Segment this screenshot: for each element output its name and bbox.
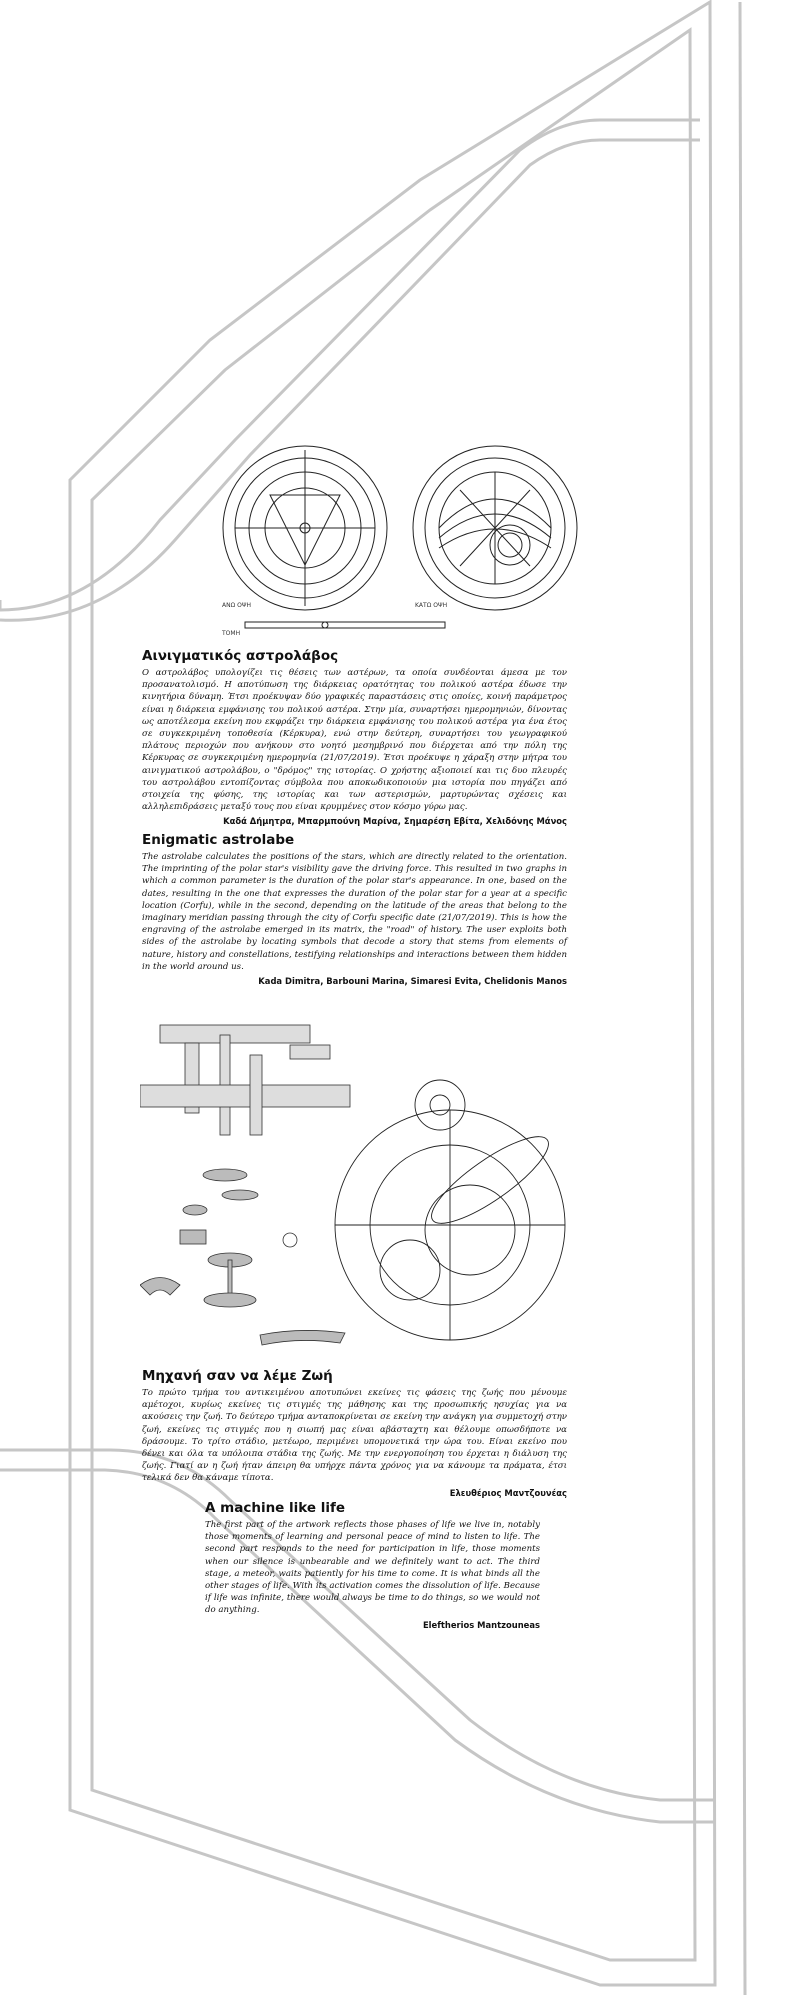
machine-english-body: The first part of the artwork reflects those phases of life we live in, notably those moments of learning and personal peace of mind to listen to life. The second part responds to the need for participation in life, those moments when our silence is unbearable and we definitely want to act. The third stage, a meteor, waits patiently for his time to come. It is what binds all the other stages of life. With its activation comes the dissolution of life. Because if life was infinite, there would always be time to do things, so we would not do anything. <box>205 1520 540 1616</box>
machine-greek-author: Ελευθέριος Μαντζουνέας <box>449 1487 567 1498</box>
astrolabe-english-section <box>142 832 567 986</box>
caption-front-view: ΑΝΩ ΟΨΗ <box>222 602 252 609</box>
frame-right-vertical <box>740 2 745 1995</box>
astrolabe-english-title: Enigmatic astrolabe <box>142 832 295 848</box>
astrolabe-greek-body: Ο αστρολάβος υπολογίζει τις θέσεις των αστέρων, τα οποία συνδέονται άμεσα με τον προσανατολισμό. Η αποτύπωση της διάρκειας ορατότητας του πολικού αστέρα έδωσε την κινητήρια δύναμη. Έτσι προέκυψαν δύο γραφικές παραστάσεις στις οποίες, κοινή παράμετρος είναι η διάρκεια εμφάνισης του πολικού αστέρα. Στην μία, συναρτήσει ημερομηνιών, δίνοντας ως αποτέλεσμα εκείνη που εκφράζει την διάρκεια εμφάνισης του πολικού αστέρα για ένα έτος σε συγκεκριμένη τοποθεσία (Κέρκυρα), ενώ στην δεύτερη, συναρτήσει του γεωγραφικού πλάτους περιοχών που ανήκουν στο νοητό μεσημβρινό που διέρχεται από την πόλη της Κέρκυρας σε συγκεκριμένη ημερομηνία (21/07/2019). Έτσι προέκυψε η χάραξη στην μήτρα του αινιγματικού αστρολάβου, ο "δρόμος" της ιστορίας. Ο χρήστης αξιοποιεί και τις δυο πλευρές του αστρολάβου εντοπίζοντας σύμβολα που αποκωδικοποιούν μια ιστορία που πηγάζει από στοιχεία της φύσης, της ιστορίας και των αστερισμών, μαρτυρώντας σχέσεις και αλληλεπιδράσεις μεταξύ τους που είναι κρυμμένες στον κόσμο γύρω μας. <box>142 668 567 813</box>
machine-english-title: A machine like life <box>205 1500 346 1516</box>
astrolabe-back-view <box>413 446 577 610</box>
astrolabe-english-authors: Kada Dimitra, Barbouni Marina, Simaresi Evita, Chelidonis Manos <box>258 976 567 987</box>
astrolabe-section-view <box>245 622 445 628</box>
machine-orbital-drawing <box>335 1080 565 1340</box>
astrolabe-english-body: The astrolabe calculates the positions of the stars, which are directly related to the orientation. The imprinting of the polar star's visibility gave the driving force. This resulted in two graphs in which a common parameter is the duration of the polar star's appearance. In one, based on the dates, resulting in the one that expresses the duration of the polar star for a year at a specific location (Corfu), while in the second, depending on the latitude of the areas that belong to the imaginary meridian passing through the city of Corfu specific date (21/07/2019). This is how the engraving of the astrolabe emerged in its matrix, the "road" of history. The user exploits both sides of the astrolabe by locating symbols that decode a story that stems from elements of nature, history and constellations, testifying relationships and interactions between them hidden in the world around us. <box>142 852 567 972</box>
astrolabe-greek-section <box>142 648 567 826</box>
frame-inner-line <box>92 30 695 1960</box>
machine-english-section <box>205 1500 540 1630</box>
machine-english-author: Eleftherios Mantzouneas <box>422 1619 540 1630</box>
astrolabe-drawings <box>210 430 590 640</box>
frame-outer-line <box>70 2 715 1985</box>
machine-elevation-drawing <box>140 1025 350 1135</box>
machine-exploded-drawing <box>140 1169 345 1345</box>
astrolabe-greek-authors: Καδά Δήμητρα, Μπαρμπούνη Μαρίνα, Σημαρέση Εβίτα, Χελιδόνης Μάνος <box>223 816 567 827</box>
machine-greek-title: Μηχανή σαν να λέμε Ζωή <box>142 1368 333 1384</box>
caption-back-view: ΚΑΤΩ ΟΨΗ <box>415 602 448 609</box>
machine-drawings <box>140 1015 570 1355</box>
machine-greek-body: Το πρώτο τμήμα του αντικειμένου αποτυπώνει εκείνες τις φάσεις της ζωής που μένουμε αμέτοχοι, κυρίως εκείνες τις στιγμές της μάθησης και της προσωπικής ησυχίας για να ακούσεις την ζωή. Το δεύτερο τμήμα ανταποκρίνεται σε εκείνη την ανάγκη για συμμετοχή στην ζωή, εκείνες τις στιγμές που η σιωπή μας είναι αβάσταχτη και θέλουμε οπωσδήποτε να δράσουμε. Το τρίτο στάδιο, μετέωρο, περιμένει υπομονετικά την ώρα του. Είναι εκείνο που δένει και όλα τα υπόλοιπα στάδια της ζωής. Με την ενεργοποίηση του έρχεται η διάλυση της ζωής. Γιατί αν η ζωή ήταν άπειρη θα υπήρχε πάντα χρόνος για να κάνουμε τα πράματα, έτσι τελικά δεν θα κάναμε τίποτα. <box>142 1388 567 1484</box>
astrolabe-front-view <box>223 446 387 610</box>
caption-section-view: ΤΟΜΗ <box>222 630 241 637</box>
machine-greek-section <box>142 1368 567 1498</box>
astrolabe-greek-title: Αινιγματικός αστρολάβος <box>142 648 339 664</box>
